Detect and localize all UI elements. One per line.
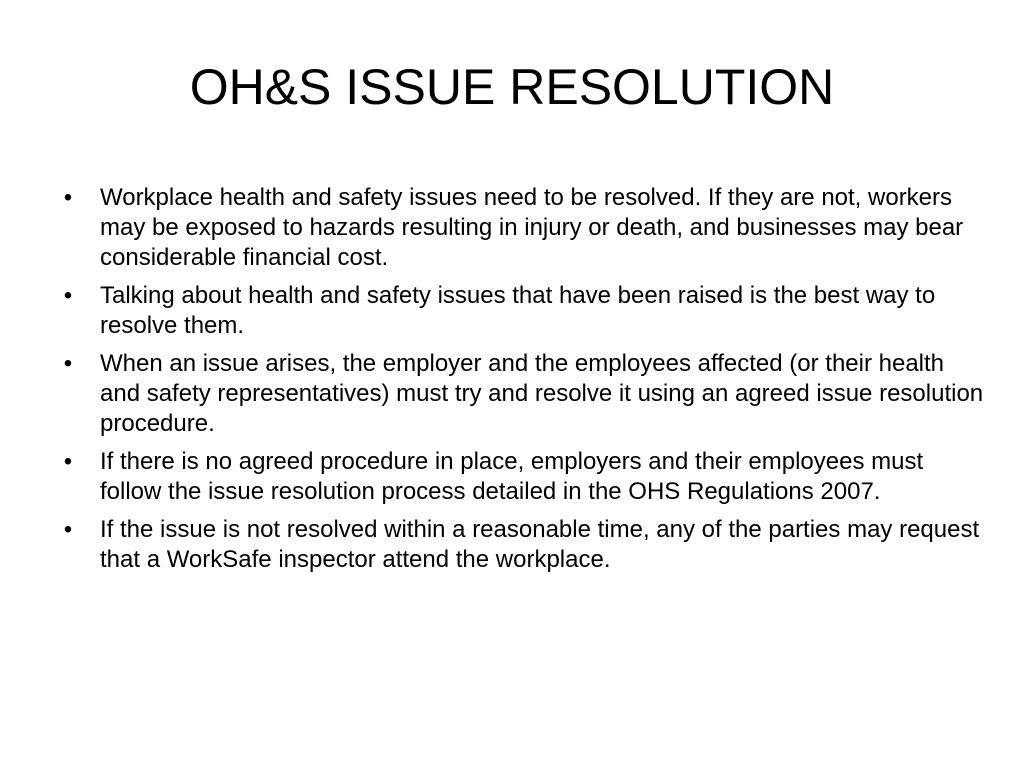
- bullet-list: [58, 183, 988, 583]
- bullet-item: [58, 515, 988, 575]
- bullet-point-icon: •: [63, 516, 73, 543]
- bullet-text: Workplace health and safety issues need to be resolved. If they are not, workers may be exposed to hazards resulting in injury or death, and businesses may bear considerable financial cost.: [100, 184, 964, 271]
- bullet-item: [58, 447, 988, 507]
- bullet-text: Talking about health and safety issues that have been raised is the best way to resolve them.: [100, 282, 936, 339]
- bullet-point-icon: •: [63, 282, 73, 309]
- bullet-point-icon: •: [63, 184, 73, 211]
- bullet-item: [58, 183, 988, 273]
- bullet-point-icon: •: [63, 350, 73, 377]
- bullet-text: If there is no agreed procedure in place, employers and their employees must follow the issue resolution process detailed in the OHS Regulations 2007.: [100, 448, 924, 505]
- bullet-point-icon: •: [63, 448, 73, 475]
- bullet-item: [58, 349, 988, 439]
- bullet-text: If the issue is not resolved within a reasonable time, any of the parties may request that a WorkSafe inspector attend the workplace.: [100, 516, 980, 573]
- bullet-item: [58, 281, 988, 341]
- slide-title: OH&S ISSUE RESOLUTION: [189, 59, 835, 115]
- bullet-text: When an issue arises, the employer and the employees affected (or their health and safety representatives) must try and resolve it using an agreed issue resolution procedure.: [100, 350, 984, 437]
